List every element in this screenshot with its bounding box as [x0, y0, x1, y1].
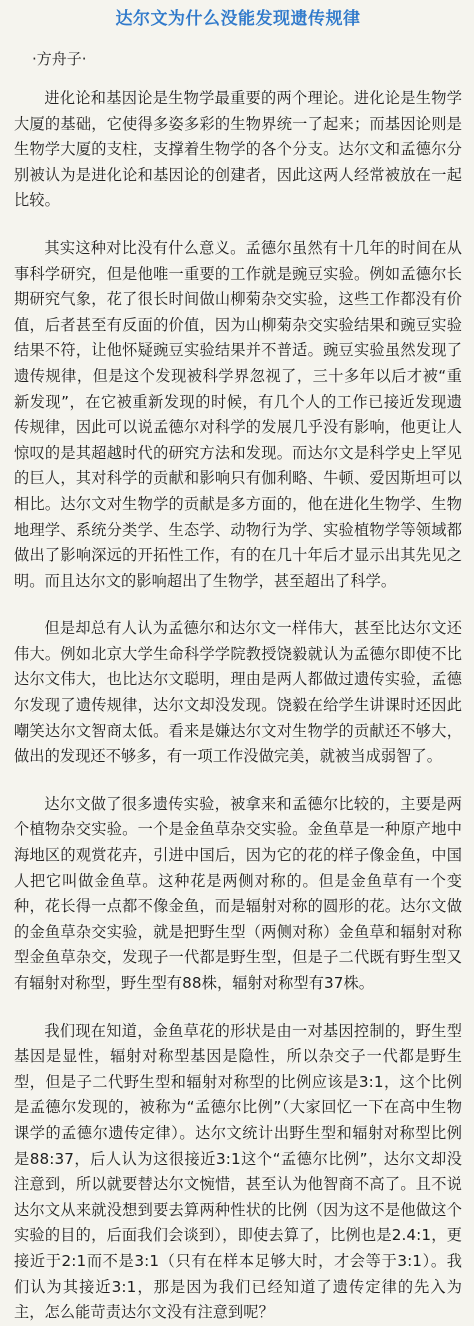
- article-paragraph: 其实这种对比没有什么意义。孟德尔虽然有十几年的时间在从事科学研究，但是他唯一重要的工作就是豌豆实验。例如孟德尔长期研究气象，花了很长时间做山柳菊杂交实验，这些工作都没有价值，后者甚至有反面的价值，因为山柳菊杂交实验结果和豌豆实验结果不符，让他怀疑豌豆实验结果并不普适。豌豆实验虽然发现了遗传规律，但是这个发现被科学界忽视了，三十多年以后才被“重新发现”，在它被重新发现的时候，有几个人的工作已接近发现遗传规律，因此可以说孟德尔对科学的发展几乎没有影响，他更让人惊叹的是其超越时代的研究方法和发现。而达尔文是科学史上罕见的巨人，其对科学的贡献和影响只有伽利略、牛顿、爱因斯坦可以相比。达尔文对生物学的贡献是多方面的，他在进化生物学、生物地理学、系统分类学、生态学、动物行为学、实验植物学等领域都做出了影响深远的开拓性工作，有的在几十年后才显示出其先见之明。而且达尔文的影响超出了生物学，甚至超出了科学。: [14, 238, 462, 590]
- article-paragraph: 进化论和基因论是生物学最重要的两个理论。进化论是生物学大厦的基础，它使得多姿多彩的生物界统一了起来；而基因论则是生物学大厦的支柱，支撑着生物学的各个分支。达尔文和孟德尔分别被认为是进化论和基因论的创建者，因此这两人经常被放在一起比较。: [14, 89, 462, 210]
- article-paragraph: 我们现在知道，金鱼草花的形状是由一对基因控制的，野生型基因是显性，辐射对称型基因是隐性，所以杂交子一代都是野生型，但是子二代野生型和辐射对称型的比例应该是3:1，这个比例是孟德尔发现的，被称为“孟德尔比例”（大家回忆一下在高中生物课学的孟德尔遗传定律）。达尔文统计出野生型和辐射对称型比例是88:37，后人认为这很接近3:1这个“孟德尔比例”，达尔文却没注意到，所以就要替达尔文惋惜，甚至认为他智商不高了。且不说达尔文从来就没想到要去算两种性状的比例（因为这不是他做这个实验的目的，后面我们会谈到），即使去算了，比例也是2.4:1，更接近于2:1而不是3:1（只有在样本足够大时，才会等于3:1）。我们认为其接近3:1，那是因为我们已经知道了遗传定律的先入为主，怎么能苛责达尔文没有注意到呢？: [14, 1021, 462, 1322]
- article-paragraph: 达尔文做了很多遗传实验，被拿来和孟德尔比较的，主要是两个植物杂交实验。一个是金鱼草杂交实验。金鱼草是一种原产地中海地区的观赏花卉，引进中国后，因为它的花的样子像金鱼，中国人把它叫做金鱼草。这种花是两侧对称的。但是金鱼草有一个变种，花长得一点都不像金鱼，而是辐射对称的圆形的花。达尔文做的金鱼草杂交实验，就是把野生型（两侧对称）金鱼草和辐射对称型金鱼草杂交，发现子一代都是野生型，但是子二代既有野生型又有辐射对称型，野生型有88株，辐射对称型有37株。: [14, 794, 462, 992]
- article-title: 达尔文为什么没能发现遗传规律: [115, 9, 361, 29]
- article-paragraph: 但是却总有人认为孟德尔和达尔文一样伟大，甚至比达尔文还伟大。例如北京大学生命科学学院教授饶毅就认为孟德尔即使不比达尔文伟大，也比达尔文聪明，理由是两人都做过遗传实验，孟德尔发现了遗传规律，达尔文却没发现。饶毅在给学生讲课时还因此嘲笑达尔文智商太低。看来是嫌达尔文对生物学的贡献还不够大，做出的发现还不够多，有一项工作没做完美，就被当成弱智了。: [14, 619, 462, 766]
- article-author: ·方舟子·: [32, 50, 87, 68]
